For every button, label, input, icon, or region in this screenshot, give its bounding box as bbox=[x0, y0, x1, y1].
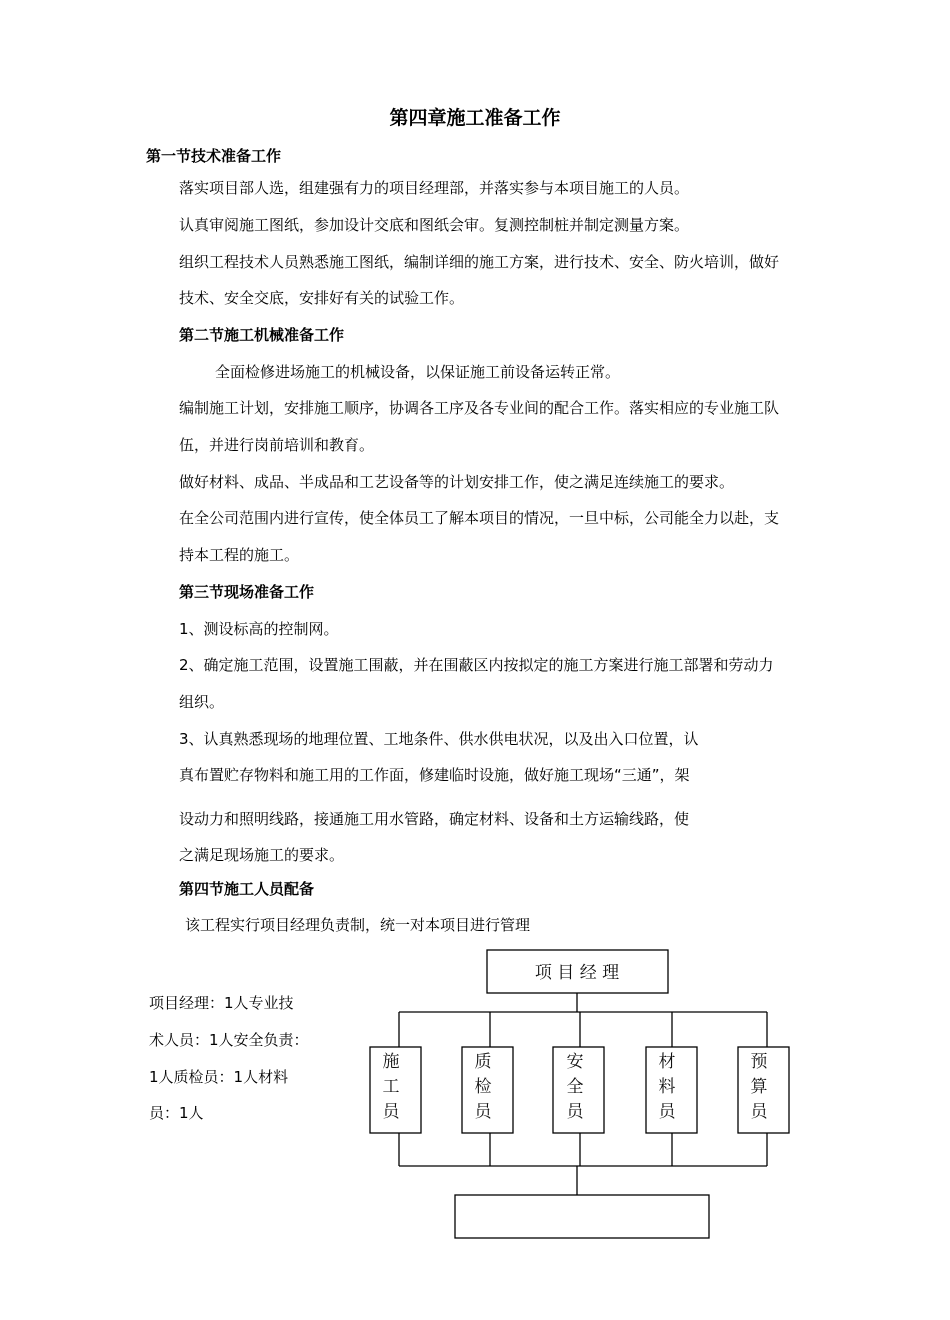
staff-text: 术人员：1人安全负责： bbox=[149, 1031, 309, 1049]
org-role-char: 员 bbox=[566, 1102, 584, 1122]
org-role-char: 质 bbox=[474, 1052, 492, 1072]
list-item: 之满足现场施工的要求。 bbox=[179, 846, 345, 864]
section-2-heading: 第二节施工机械准备工作 bbox=[179, 326, 345, 344]
paragraph: 该工程实行项目经理负责制，统一对本项目进行管理 bbox=[185, 916, 531, 934]
list-item: 设动力和照明线路，接通施工用水管路，确定材料、设备和土方运输线路，使 bbox=[179, 810, 690, 828]
section-3-heading: 第三节现场准备工作 bbox=[179, 583, 315, 601]
org-role-char: 检 bbox=[474, 1077, 492, 1097]
org-role-char: 预 bbox=[750, 1052, 768, 1072]
org-role-char: 工 bbox=[382, 1077, 400, 1097]
org-role-char: 料 bbox=[658, 1077, 676, 1097]
paragraph: 全面检修进场施工的机械设备，以保证施工前设备运转正常。 bbox=[215, 363, 621, 381]
list-item: 真布置贮存物料和施工用的工作面，修建临时设施，做好施工现场“三通”，架 bbox=[179, 766, 690, 784]
org-role-char: 安 bbox=[566, 1052, 584, 1072]
org-bottom-box bbox=[455, 1195, 709, 1238]
list-item: 组织。 bbox=[179, 693, 225, 711]
section-1-heading: 第一节技术准备工作 bbox=[146, 147, 282, 165]
paragraph: 认真审阅施工图纸，参加设计交底和图纸会审。复测控制桩并制定测量方案。 bbox=[179, 216, 690, 234]
org-role-char: 施 bbox=[382, 1052, 400, 1072]
staff-text: 员：1人 bbox=[149, 1104, 204, 1122]
section-4-heading: 第四节施工人员配备 bbox=[179, 880, 315, 898]
list-item: 3、认真熟悉现场的地理位置、工地条件、供水供电状况，以及出入口位置，认 bbox=[179, 730, 699, 748]
org-role-char: 员 bbox=[658, 1102, 676, 1122]
org-role-char: 材 bbox=[658, 1052, 676, 1072]
org-role-char: 员 bbox=[750, 1102, 768, 1122]
org-role-char: 员 bbox=[474, 1102, 492, 1122]
page-title: 第四章施工准备工作 bbox=[389, 107, 561, 129]
paragraph: 落实项目部人选，组建强有力的项目经理部，并落实参与本项目施工的人员。 bbox=[179, 179, 690, 197]
paragraph: 伍，并进行岗前培训和教育。 bbox=[179, 436, 375, 454]
staff-text: 项目经理：1人专业技 bbox=[149, 994, 294, 1012]
staff-text: 1人质检员：1人材料 bbox=[149, 1068, 289, 1086]
list-item: 1、测设标高的控制网。 bbox=[179, 620, 339, 638]
org-role-char: 员 bbox=[382, 1102, 400, 1122]
paragraph: 在全公司范围内进行宣传，使全体员工了解本项目的情况，一旦中标，公司能全力以赴，支 bbox=[179, 509, 780, 527]
list-item: 2、确定施工范围，设置施工围蔽，并在围蔽区内按拟定的施工方案进行施工部署和劳动力 bbox=[179, 656, 774, 674]
paragraph: 编制施工计划，安排施工顺序，协调各工序及各专业间的配合工作。落实相应的专业施工队 bbox=[179, 399, 780, 417]
org-top-label: 项 目 经 理 bbox=[534, 963, 620, 983]
paragraph: 持本工程的施工。 bbox=[179, 546, 300, 564]
paragraph: 技术、安全交底，安排好有关的试验工作。 bbox=[179, 289, 465, 307]
org-role-char: 算 bbox=[750, 1077, 768, 1097]
org-role-char: 全 bbox=[566, 1077, 584, 1097]
paragraph: 组织工程技术人员熟悉施工图纸，编制详细的施工方案，进行技术、安全、防火培训，做好 bbox=[179, 253, 780, 271]
paragraph: 做好材料、成品、半成品和工艺设备等的计划安排工作，使之满足连续施工的要求。 bbox=[179, 473, 735, 491]
